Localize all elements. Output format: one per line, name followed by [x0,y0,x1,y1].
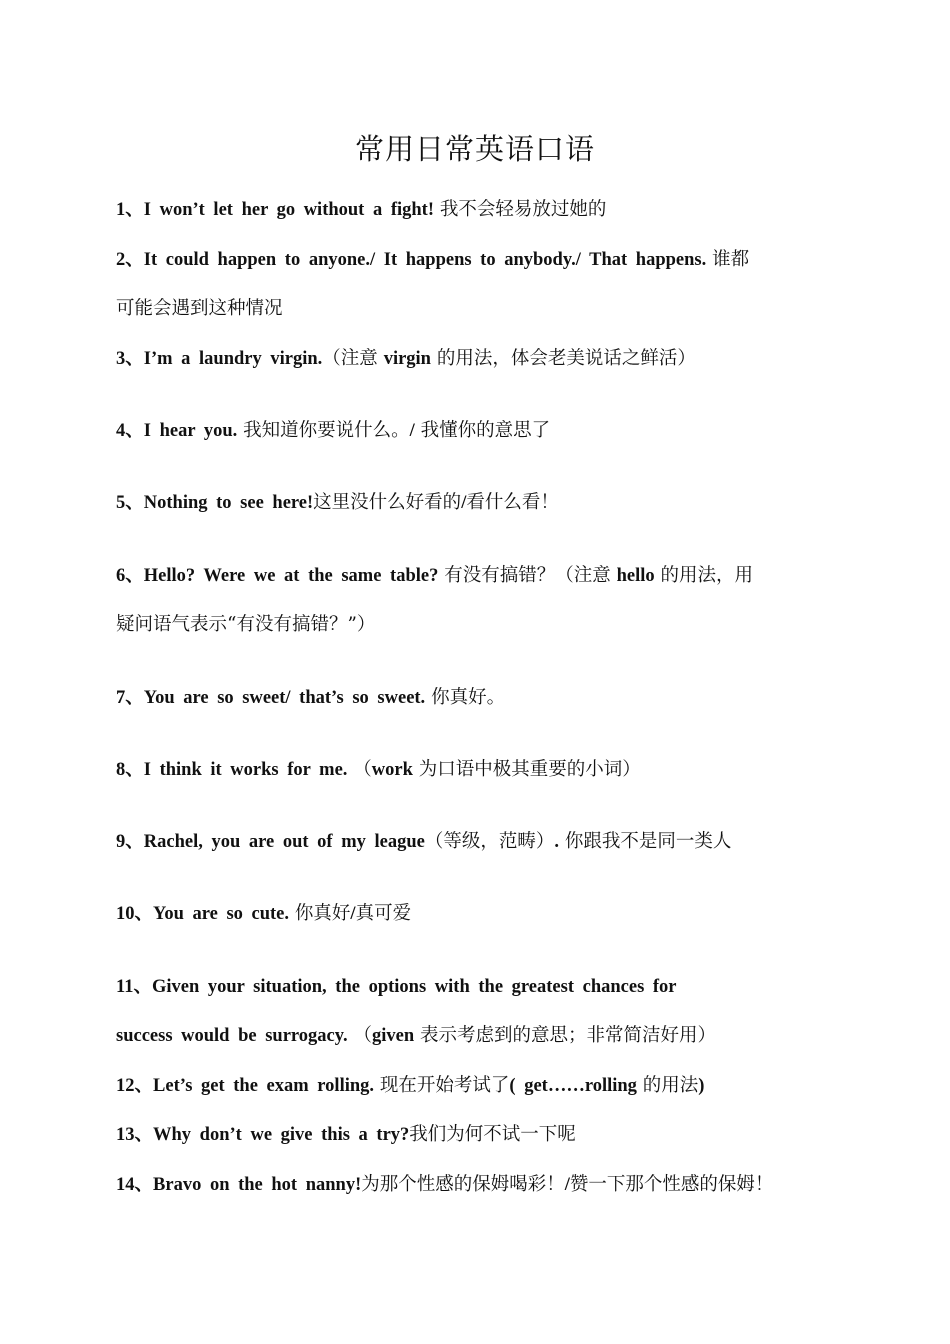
english-phrase: Nothing to see here! [143,493,314,513]
chinese-translation: 我知道你要说什么。 [237,420,410,441]
list-item [116,685,856,711]
list-item [116,829,856,855]
list-item-continuation [116,1023,856,1049]
list-item [116,247,856,273]
item-number: 8、 [116,760,144,780]
english-phrase: It could happen to anyone./ It happens to anybody./ That happens. [143,250,707,270]
chinese-translation: 你真好。 [425,687,506,708]
chinese-translation: 我们为何不试一下呢 [409,1124,576,1145]
item-number: 10、 [116,904,154,924]
separator: / [350,904,356,924]
list-item [116,563,856,589]
item-number: 12、 [116,1076,154,1096]
note: 的用法，用 [654,565,754,586]
punctuation: ) [698,1076,705,1096]
english-phrase: I hear you. [143,421,238,441]
note: 的用法 [636,1075,699,1096]
english-phrase: Rachel, you are out of my league [143,832,425,852]
list-item [116,1122,856,1148]
item-number: 1、 [116,200,144,220]
chinese-translation: 这里没什么好看的 [313,492,462,513]
separator: / [409,421,415,441]
note: （等级，范畴） [424,831,555,852]
english-phrase: I won’t let her go without a fight! [143,200,435,220]
list-item [116,901,856,927]
note-keyword: virgin [383,349,431,369]
english-phrase: Bravo on the hot nanny! [153,1175,362,1195]
note-keyword: ( get……rolling [509,1076,637,1096]
note: （ [347,1025,373,1046]
chinese-translation: 现在开始考试了 [374,1075,510,1096]
item-number: 14、 [116,1175,154,1195]
chinese-translation: 有没有搞错？（注意 [438,565,617,586]
english-phrase: You are so cute. [153,904,290,924]
list-item [116,346,856,372]
note-keyword: work [371,760,413,780]
separator: / [461,493,467,513]
list-item [116,197,856,223]
item-number: 4、 [116,421,144,441]
note: （注意 [322,348,384,369]
punctuation: . [554,832,559,852]
separator: / [564,1175,570,1195]
english-phrase: You are so sweet/ that’s so sweet. [143,688,426,708]
chinese-translation: 谁都 [706,249,750,270]
list-item [116,490,856,516]
chinese-translation: 赞一下那个性感的保姆！ [569,1174,774,1195]
english-phrase: I’m a laundry virgin. [143,349,323,369]
english-phrase: Given your situation, the options with the greatest chances for [151,977,677,997]
list-item [116,974,856,1000]
english-phrase: Let’s get the exam rolling. [153,1076,375,1096]
note: 表示考虑到的意思；非常简洁好用） [414,1025,717,1046]
item-number: 9、 [116,832,144,852]
list-item-continuation [116,296,856,322]
chinese-translation: 为那个性感的保姆喝彩！ [361,1174,565,1195]
item-number: 2、 [116,250,144,270]
list-item [116,1172,856,1198]
chinese-translation: 我不会轻易放过她的 [434,199,607,220]
chinese-translation: 真可爱 [355,903,412,924]
note: 疑问语气表示“有没有搞错？”） [116,614,376,635]
chinese-translation: 看什么看！ [466,492,559,513]
chinese-translation: 你跟我不是同一类人 [559,831,732,852]
english-phrase: Why don’t we give this a try? [153,1125,410,1145]
note-keyword: hello [616,566,655,586]
chinese-translation: 可能会遇到这种情况 [116,298,283,319]
chinese-translation: 我懂你的意思了 [414,420,551,441]
note: 为口语中极其重要的小词） [412,759,641,780]
english-phrase: Hello? Were we at the same table? [143,566,439,586]
note-keyword: given [372,1026,415,1046]
note: （ [347,759,372,780]
note: 的用法，体会老美说话之鲜活） [430,348,696,369]
item-number: 5、 [116,493,144,513]
list-item-continuation [116,612,856,638]
list-item [116,418,856,444]
english-phrase: I think it works for me. [143,760,348,780]
item-number: 7、 [116,688,144,708]
page-title: 常用日常英语口语 [354,132,595,167]
list-item [116,757,856,783]
item-number: 6、 [116,566,144,586]
english-phrase: success would be surrogacy. [116,1026,348,1046]
chinese-translation: 你真好 [289,903,351,924]
item-number: 13、 [116,1125,154,1145]
list-item [116,1073,856,1099]
item-number: 3、 [116,349,144,369]
item-number: 11、 [116,977,152,997]
